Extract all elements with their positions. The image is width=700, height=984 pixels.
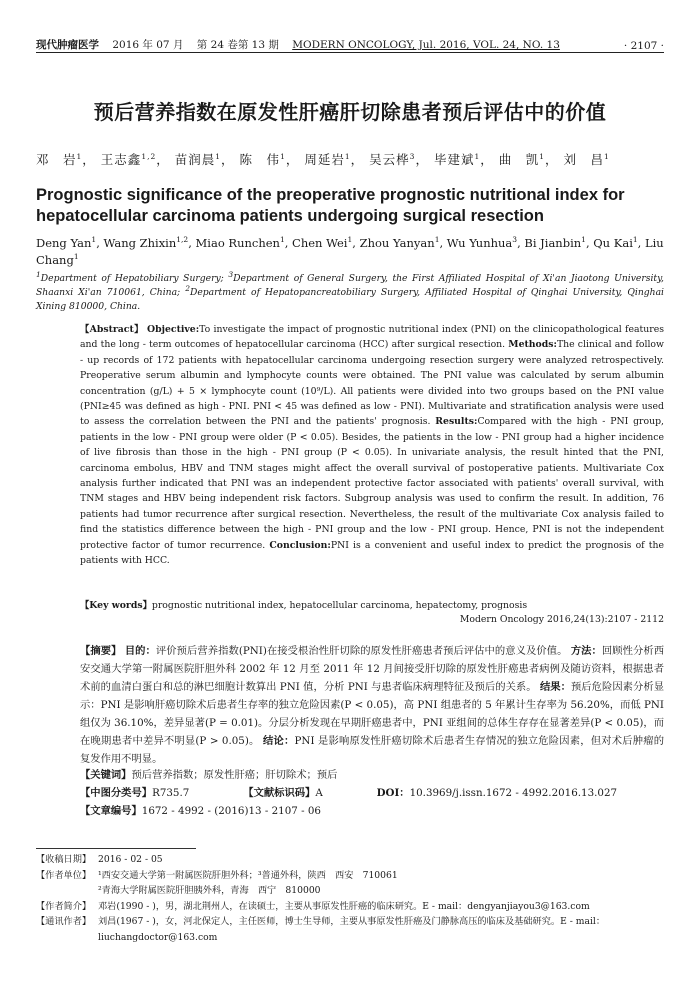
affiliation: $^1$Department of Hepatobiliary Surgery; xyxy=(36,269,224,284)
objective-text: To investigate the impact of prognostic nutritional index (PNI) on the clinicopathological features and the long - term outcomes of hepatocellular carcinoma (HCC) after surgical resection. xyxy=(80,324,664,351)
methods-label: Methods: xyxy=(508,339,557,351)
author-zh: 刘 昌$^1$ xyxy=(563,151,610,167)
author-zh: 曲 凯$^1$， xyxy=(498,151,559,167)
author-zh: 陈 伟$^1$， xyxy=(239,151,300,167)
author-zh: 王志鑫$^{1,2}$， xyxy=(100,151,170,167)
zh-abstract-label: 【摘要】 xyxy=(80,645,122,657)
header-left xyxy=(36,37,570,52)
objective-label: Objective: xyxy=(147,324,200,335)
author-zh: 吴云桦$^3$， xyxy=(369,151,429,167)
header-english: MODERN ONCOLOGY, Jul. 2016, VOL. 24, NO. 13 xyxy=(292,39,560,51)
zh-objective-label: 目的： xyxy=(124,645,156,657)
author-en: Miao Runchen$^1$, xyxy=(195,235,289,250)
author-en: Bi Jianbin$^1$, xyxy=(524,235,590,250)
author-en: Deng Yan$^1$, xyxy=(36,235,100,250)
chinese-abstract xyxy=(80,642,664,768)
author-zh: 毕建斌$^1$， xyxy=(433,151,494,167)
author-en: Chen Wei$^1$, xyxy=(292,235,356,250)
chinese-title: 预后营养指数在原发性肝癌肝切除患者预后评估中的价值 xyxy=(93,100,607,124)
zh-methods-label: 方法： xyxy=(570,645,602,657)
running-header xyxy=(36,32,664,53)
results-text: Compared with the high - PNI group, patients in the low - PNI group were older (P < 0.05). Besides, the patients in the low - PNI group had a higher incidence of live fibrosis than those in the high - PNI group (P < 0.05). In univariate analysis, the result hinted that the PNI, carcinoma embolus, HBV and TNM stages might affect the overall survival of postoperative patients. Multivariate Cox analysis further indicated that PNI was an independent protective factor associated with patients' overall survival, with TNM stages and HBV being independent risk factors. Subgroup analysis was used to confirm the result. In addition, 76 patients had tumor recurrence after surgical resection. Nevertheless, the result of the multivariate Cox analysis failed to find the statistics difference between the high - PNI group and the low - PNI group. Hence, PNI is not the independent protective factor of tumor recurrence. xyxy=(80,416,664,551)
zh-results-text: 预后危险因素分析显示：PNI 是影响肝癌切除术后患者生存率的独立危险因素(P < 0.05)，高 PNI 组患者的 5 年累计生存率为 56.20%，而低 PNI 组仅为 36.10%，差异显著(P = 0.01)。分层分析发现在早期肝癌患者中，PNI 亚组间的总体生存存在显著差异(P < 0.05)，而在晚期患者中差异不明显(P > 0.05)。 xyxy=(80,681,664,747)
keywords-text: prognostic nutritional index, hepatocellular carcinoma, hepatectomy, prognosis xyxy=(151,600,528,611)
classification-row: 【中图分类号】R735.7 【文献标识码】A DOI：10.3969/j.issn.1672 - 4992.2016.13.027 xyxy=(80,787,618,799)
zh-methods-text: 回顾性分析西安交通大学第一附属医院肝胆外科 2002 年 12 月至 2011 年 12 月间接受肝切除的原发性肝癌患者病例及随访资料，根据患者术前的血清白蛋白和总的淋巴细胞计数算出 PNI 值，分析 PNI 与患者临床病理特征及预后的关系。 xyxy=(80,645,665,693)
english-keywords xyxy=(80,598,664,613)
english-authors xyxy=(36,235,664,269)
keywords-label: 【Key words】 xyxy=(80,600,152,611)
author-en: Wu Yunhua$^3$, xyxy=(446,235,521,250)
affiliation: $^3$Department of General Surgery, the First Affiliated Hospital of Xi'an Jiaotong University, Shaanxi Xi'an 710061, China; xyxy=(36,269,664,298)
zh-conclusion-label: 结论： xyxy=(263,735,295,747)
zh-objective-text: 评价预后营养指数(PNI)在接受根治性肝切除的原发性肝癌患者预后评估中的意义及价值。 xyxy=(155,645,568,657)
affiliations xyxy=(36,269,664,314)
affiliation: $^2$Department of Hepatopancreatobiliary Surgery, Affiliated Hospital of Qinghai University, Qinghai Xining 810000, China. xyxy=(36,283,664,312)
methods-text: The clinical and follow - up records of 172 patients with hepatocellular carcinoma undergoing resection surgery were analyzed retrospectively. Preoperative serum albumin and lymphocyte counts were obtained. The PNI value was calculated by serum albumin concentration (g/L) + 5 × lymphocyte count (10⁹/L). All patients were divided into two groups based on the PNI value (PNI≥45 was defined as high - PNI. PNI < 45 was defined as low - PNI). Multivariate and stratification analysis were used to assess the correlation between the PNI and the patients' prognosis. xyxy=(80,339,664,428)
header-page: · 2107 · xyxy=(623,40,664,52)
author-en: Qu Kai$^1$, xyxy=(593,235,642,250)
article-meta xyxy=(80,766,664,820)
received-row: 【收稿日期】 2016 - 02 - 05 xyxy=(36,854,163,865)
header-volume: 第 24 卷第 13 期 xyxy=(196,39,279,51)
zh-conclusion-text: PNI 是影响原发性肝癌切除术后患者生存情况的独立危险因素，但对术后肿瘤的复发作用不明显。 xyxy=(80,735,664,765)
bio-row: 【作者简介】 邓岩(1990 - )，男，湖北荆州人，在读硕士，主要从事原发性肝癌的临床研究。E - mail：dengyanjiayou3@163.com xyxy=(36,900,590,912)
conclusion-label: Conclusion: xyxy=(269,539,331,551)
conclusion-text: PNI is a convenient and useful index to predict the prognosis of the patients with HCC. xyxy=(80,539,664,567)
author-en: Liu Chang$^1$ xyxy=(36,236,664,267)
chinese-authors xyxy=(36,150,664,168)
footnotes xyxy=(36,852,664,945)
unit-row: 【作者单位】 ¹西安交通大学第一附属医院肝胆外科；³普通外科，陕西 西安 710061 xyxy=(36,869,398,881)
author-en: Zhou Yanyan$^1$, xyxy=(359,235,444,250)
unit-row-2: ²青海大学附属医院肝胆胰外科，青海 西宁 810000 xyxy=(98,885,321,896)
author-en: Wang Zhixin$^{1,2}$, xyxy=(103,235,192,250)
english-title: Prognostic significance of the preoperative prognostic nutritional index for hepatocellular carcinoma patients undergoing surgical resection xyxy=(36,186,625,225)
english-abstract xyxy=(80,322,664,569)
abstract-label: 【Abstract】 xyxy=(80,324,144,335)
author-zh: 邓 岩$^1$， xyxy=(36,151,96,167)
footnote-divider xyxy=(36,848,196,849)
zh-keywords-row: 【关键词】预后营养指数；原发性肝癌；肝切除术；预后 xyxy=(80,769,338,781)
zh-results-label: 结果： xyxy=(539,681,571,693)
header-journal: 现代肿瘤医学 xyxy=(36,39,99,51)
results-label: Results: xyxy=(435,416,478,428)
article-number-row: 【文章编号】1672 - 4992 - (2016)13 - 2107 - 06 xyxy=(80,805,321,817)
author-zh: 苗润晨$^1$， xyxy=(174,151,235,167)
header-date: 2016 年 07 月 xyxy=(112,39,184,51)
corresponding-row: 【通讯作者】 刘昌(1967 - )，女，河北保定人，主任医师，博士生导师，主要从事原发性肝癌及门静脉高压的临床及基础研究。E - mail：liuchangdoctor@163.com xyxy=(36,916,606,943)
citation: Modern Oncology 2016,24(13):2107 - 2112 xyxy=(459,614,664,625)
author-zh: 周延岩$^1$， xyxy=(304,151,365,167)
